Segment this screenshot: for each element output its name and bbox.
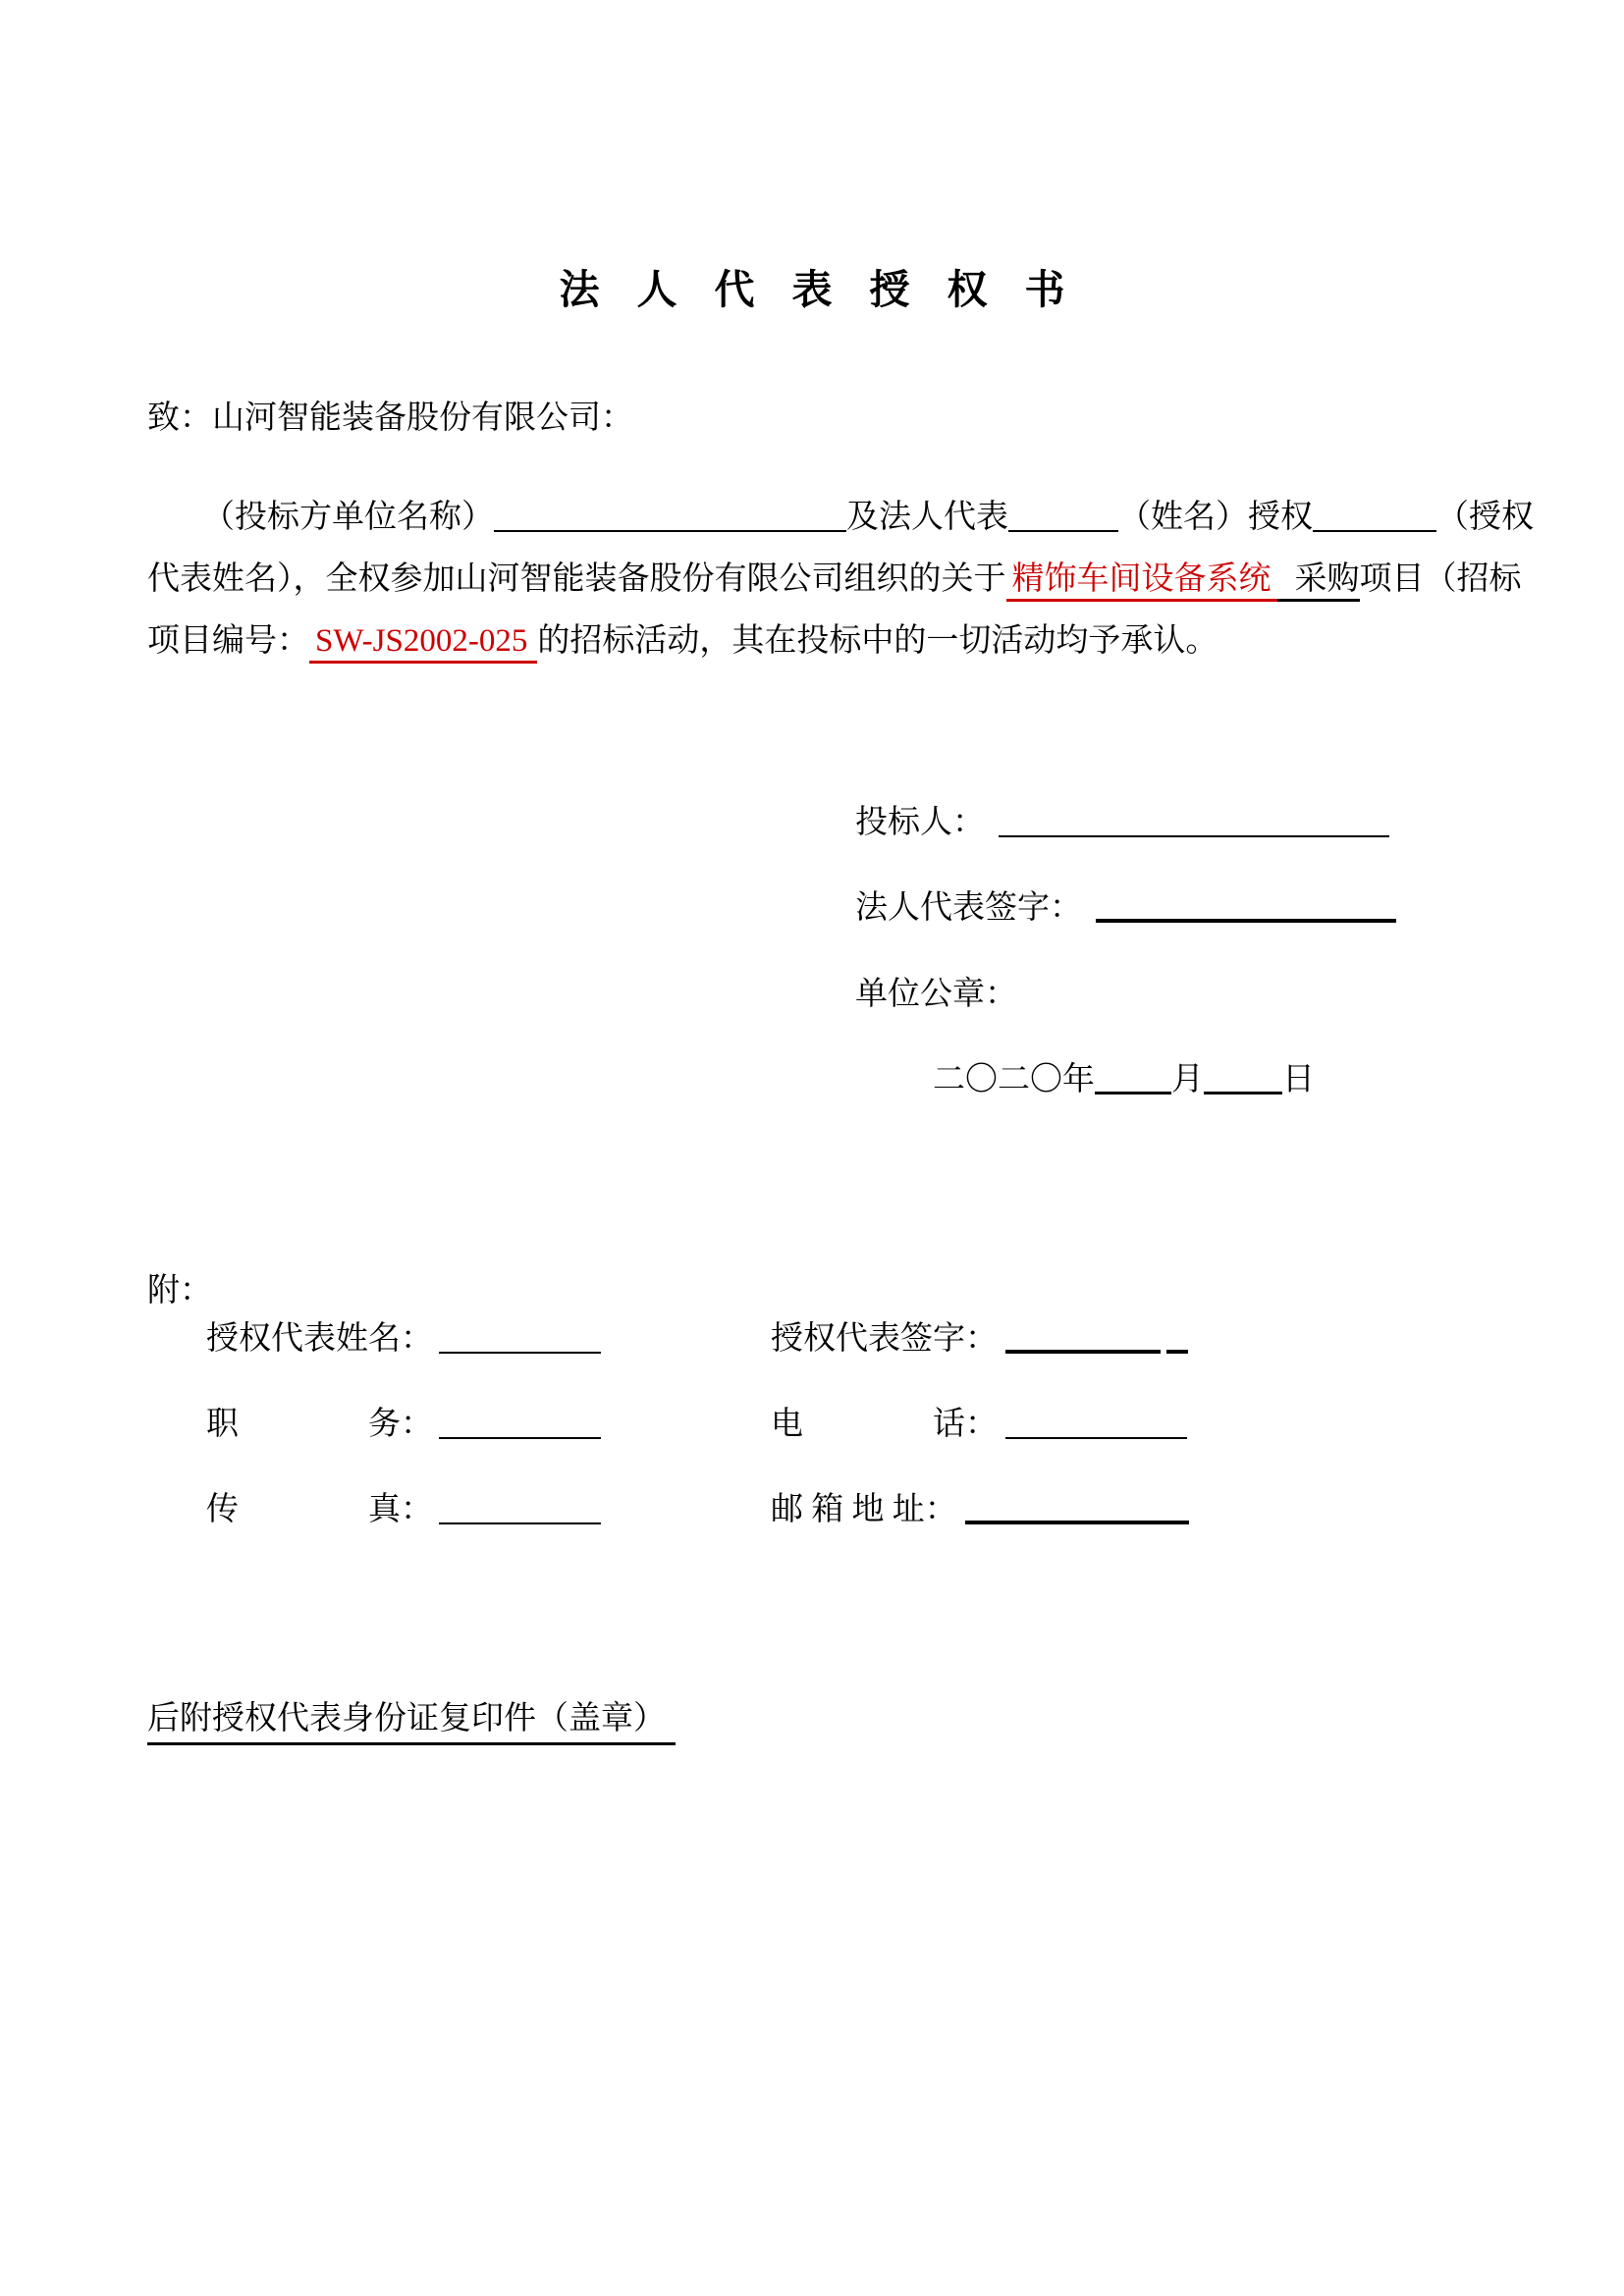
footer-note: 后附授权代表身份证复印件（盖章）: [147, 1692, 676, 1745]
bidder-signature-blank: [999, 826, 1389, 837]
rep-name-field: [206, 1312, 601, 1359]
bidder-label: 投标人：: [855, 805, 985, 840]
duty-field: [206, 1398, 601, 1444]
duty-label: 职 务：: [206, 1407, 433, 1442]
fax-blank: [439, 1513, 601, 1524]
body-text-2b: 项目（招标: [1359, 561, 1522, 597]
date-line: [933, 1053, 1315, 1099]
authorized-rep-blank: [1313, 520, 1436, 532]
email-label: 邮 箱 地 址：: [771, 1492, 957, 1527]
authorize-paren-text: （授权: [1436, 500, 1534, 535]
paragraph-line-3: [147, 614, 1534, 661]
attachment-row-fax: [0, 1483, 1624, 1527]
legal-rep-name-blank: [1008, 520, 1118, 532]
rep-sign-blank-tail: [1166, 1342, 1188, 1354]
body-text-2a: 代表姓名），全权参加山河智能装备股份有限公司组织的关于: [147, 561, 1006, 597]
fax-label: 传 真：: [206, 1492, 433, 1527]
fax-field: [206, 1483, 601, 1529]
phone-label: 电 话：: [771, 1407, 998, 1442]
duty-blank: [439, 1427, 601, 1439]
email-field: [771, 1483, 1189, 1529]
legal-rep-signature-line: [855, 881, 1396, 928]
bidder-company-blank: [494, 520, 846, 532]
document-title: 法人代表授权书: [559, 267, 1103, 312]
bidder-signature-line: [855, 796, 1389, 842]
bidder-company-label: （投标方单位名称）: [202, 500, 494, 535]
rep-name-label: 授权代表姓名：: [206, 1321, 433, 1357]
date-month-blank: [1095, 1083, 1171, 1095]
procurement-underlined-text: 采购: [1277, 561, 1360, 602]
body-text-3b: 的招标活动，其在投标中的一切活动均予承认。: [537, 623, 1218, 659]
date-day-text: 日: [1282, 1062, 1315, 1097]
legal-rep-signature-blank: [1096, 911, 1396, 923]
date-month-text: 月: [1171, 1062, 1204, 1097]
project-number-code: SW-JS2002-025: [309, 623, 537, 664]
paragraph-line-1: [147, 491, 1534, 537]
paragraph-line-2: [147, 553, 1534, 599]
legal-rep-signature-label: 法人代表签字：: [855, 890, 1082, 926]
rep-sign-blank: [1005, 1342, 1161, 1354]
rep-sign-field: [771, 1312, 1188, 1359]
project-name-highlight: 精饰车间设备系统: [1006, 561, 1277, 602]
project-number-label: 项目编号：: [147, 623, 309, 659]
rep-sign-label: 授权代表签字：: [771, 1321, 998, 1357]
attachment-heading: 附：: [147, 1273, 212, 1308]
name-authorize-text: （姓名）授权: [1118, 500, 1313, 535]
date-day-blank: [1204, 1083, 1282, 1095]
company-seal-label: 单位公章：: [855, 977, 1017, 1012]
date-year-text: 二〇二〇年: [933, 1062, 1095, 1097]
phone-field: [771, 1398, 1187, 1444]
and-legal-rep-text: 及法人代表: [846, 500, 1008, 535]
company-seal-line: [855, 968, 1017, 1014]
attachment-row-name: [0, 1312, 1624, 1357]
rep-name-blank: [439, 1342, 601, 1354]
attachment-row-duty: [0, 1398, 1624, 1442]
email-blank: [965, 1513, 1189, 1524]
phone-blank: [1005, 1427, 1187, 1439]
salutation-line: 致：山河智能装备股份有限公司：: [147, 400, 633, 436]
